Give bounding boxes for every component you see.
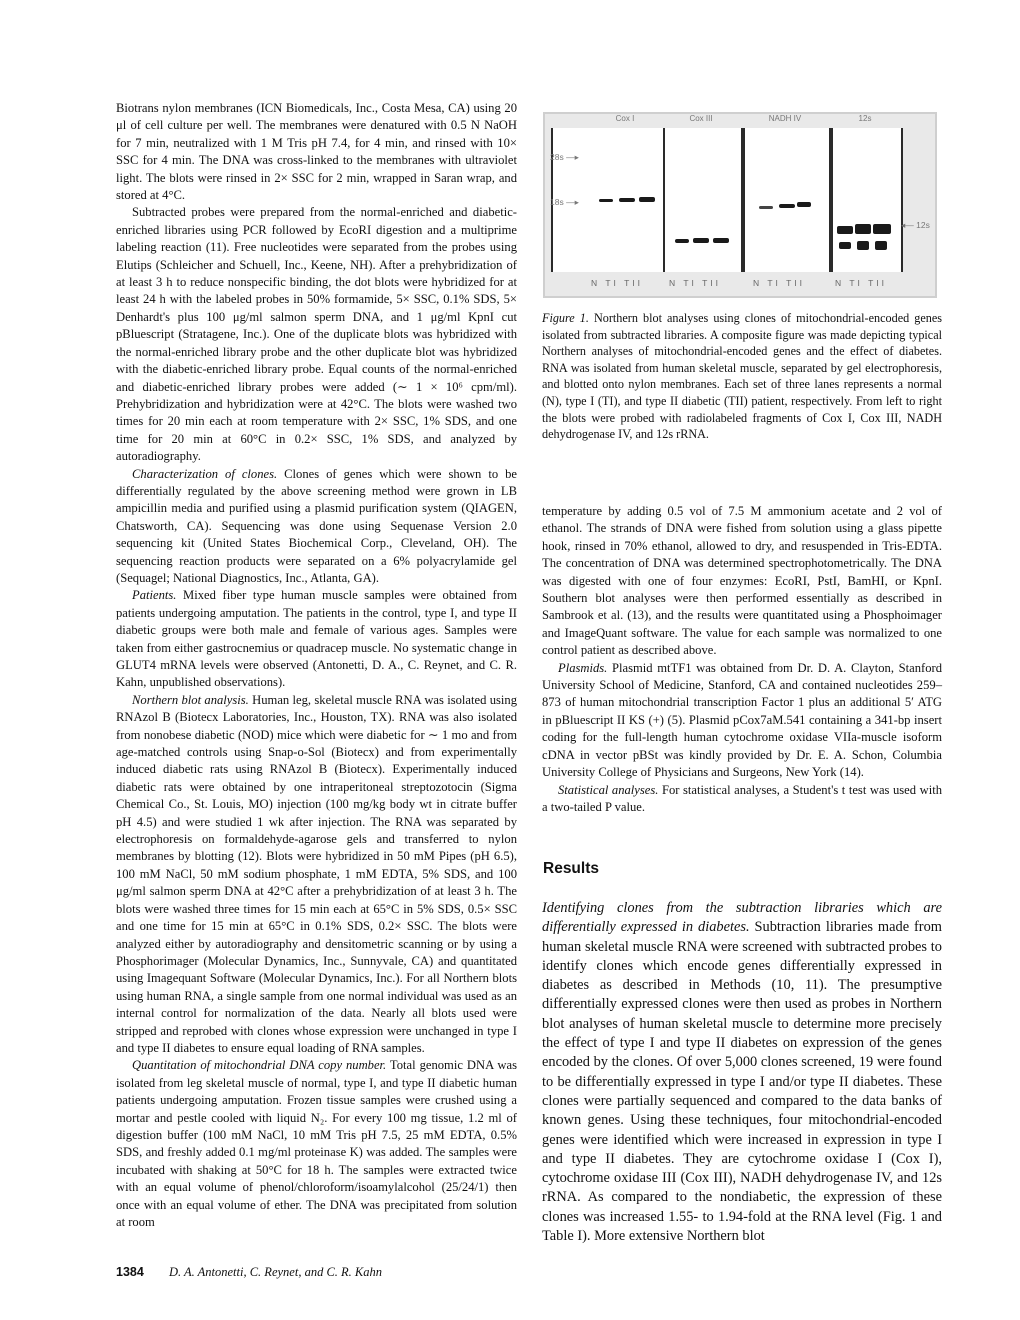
lane-labels: N TI TII — [753, 278, 806, 288]
paragraph-heading: Northern blot analysis. — [132, 692, 249, 707]
blot-band — [693, 238, 709, 243]
blot-band — [839, 242, 851, 249]
blot-band — [639, 197, 655, 202]
blot-band — [713, 238, 729, 243]
blot-band — [599, 199, 613, 202]
blot-band — [875, 241, 887, 250]
results-paragraph — [542, 899, 942, 1246]
blot-band — [855, 224, 871, 234]
paragraph — [542, 782, 942, 817]
marker-18s: 18s —▸ — [550, 197, 579, 207]
panel-title: Cox I — [615, 114, 635, 123]
panel-title: 12s — [858, 114, 872, 123]
blot-band — [857, 241, 869, 250]
paragraph-text: Clones of genes which were shown to be differentially regulated by the above screening method were grown in LB ampicillin media and purified using a plasmid purification system (QIAGEN, Chatsworth, CA). Sequencing was done using Sequenase Version 2.0 sequencing kit (United States Biochemical Corp., Cleveland, OH). The sequencing reaction products were separated on a 6% polyacrylamide gel (Sequagel; National Diagnostics, Inc., Atlanta, GA). — [116, 466, 517, 585]
paragraph — [116, 692, 517, 1058]
paragraph-heading: Quantitation of mitochondrial DNA copy number. — [132, 1058, 387, 1073]
paragraph-heading: Statistical analyses. — [558, 782, 659, 797]
paragraph: temperature by adding 0.5 vol of 7.5 M ammonium acetate and 2 vol of ethanol. The strands of DNA were fished from solution using a glass pipette hook, rinsed in 70% ethanol, allowed to dry, and resuspended in Tris-EDTA. The concentration of DNA was determined spectrophotometrically. The DNA was digested with one of four enzymes: EcoRI, PstI, BamHI, or KpnI. Southern blot analyses were then performed essentially as described in Sambrook et al. (13), and the results were quantitated using a Phosphoimager and ImageQuant software. The value for each sample was normalized to one control patient as described above. — [542, 504, 942, 658]
panel-title: NADH IV — [768, 114, 802, 123]
paragraph — [116, 587, 517, 691]
lane-labels: N TI TII — [669, 278, 722, 288]
page-footer — [116, 1265, 382, 1280]
caption-text: Northern blot analyses using clones of mitochondrial-encoded genes isolated from subtracted libraries. A composite figure was made depicting typical Northern analyses of mitochondrial-encoded genes and the effect of diabetes. RNA was isolated from human skeletal muscle, separated by gel electrophoresis, and blotted onto nylon membranes. Each set of three lanes represents a normal (N), type I (TI), and type II diabetic (TII) patient, respectively. From left to right the blots were probed with radiolabeled fragments of Cox I, Cox III, NADH dehydrogenase IV, and 12s rRNA. — [542, 311, 942, 442]
blot-band — [873, 224, 891, 234]
section-heading-results: Results — [543, 860, 599, 877]
results-subheading: Identifying clones from the subtraction libraries which are differentially expressed in diabetes. — [542, 900, 942, 936]
results-text: Subtraction libraries made from human skeletal muscle RNA were screened with subtracted probes to identify clones which encode genes differentially expressed in diabetes as described in Methods (10, 11). The presumptive differentially expressed clones were then used as probes in Northern blot analyses of human skeletal muscle to determine more precisely the effect of type I and type II diabetes on expression of the genes encoded by the clones. Of over 5,000 clones screened, 19 were found to be differentially expressed in type I and/or type II diabetes. These clones were partially sequenced and compared to the data banks of known genes. Using these techniques, four mitochondrial-encoded genes were identified which were increased in expression in type I and type II diabetes. They are cytochrome oxidase I (Cox I), cytochrome oxidase III (Cox III), NADH dehydrogenase IV, and 12s rRNA. As compared to the nondiabetic, the expression of these clones was increased 1.55- to 1.94-fold at the RNA level (Fig. 1 and Table I). More extensive Northern blot — [542, 919, 942, 1245]
lane-labels: N TI TII — [835, 278, 888, 288]
blot-panel-nadh4 — [743, 128, 831, 272]
marker-label: 18s — [550, 197, 564, 207]
paragraph: Subtracted probes were prepared from the normal-enriched and diabetic-enriched libraries using PCR followed by EcoRI digestion and a multiprime labeling reaction (11). Free nucleotides were separated from the probes using Elutips (Schleicher and Schuell, Inc., Keene, NH). After a prehybridization of at least 3 h to reduce nonspecific binding, the dot blots were hybridized for at least 24 h with the labeled probes in 50% formamide, 5× SSC, 0.1% SDS, 5× Denhardt's plus 100 μg/ml salmon sperm DNA, and 1 μg/ml KpnI cut pBluescript (Stratagene, Inc.). One of the duplicate blots was hybridized with the normal-enriched library probe and the other duplicate blot was hybridized with the diabetic-enriched library probe. Equal counts of the normal-enriched and diabetic-enriched library probes were added (∼ 1 × 10⁶ cpm/ml). Prehybridization and hybridization were at 42°C. The blots were washed two times for 20 min each at room temperature with 2× SSC, 1% SDS, and one time for 20 min at 60°C in 0.2× SSC, 1% SDS, and analyzed by autoradiography. — [116, 205, 517, 464]
paragraph — [116, 1057, 517, 1231]
paragraph — [542, 660, 942, 782]
paragraph-heading: Patients. — [132, 588, 177, 603]
lane-labels: N TI TII — [591, 278, 644, 288]
blot-band — [837, 226, 853, 234]
blot-band — [779, 204, 795, 208]
blot-band — [619, 198, 635, 202]
paragraph-heading: Plasmids. — [558, 660, 608, 675]
marker-12s: ◂— 12s — [901, 220, 930, 230]
paragraph-text: For statistical analyses, a Student's t test was used with a two-tailed P value. — [542, 782, 942, 814]
right-column — [542, 503, 942, 816]
running-authors: D. A. Antonetti, C. Reynet, and C. R. Kahn — [168, 1265, 382, 1279]
marker-28s: 28s —▸ — [550, 152, 579, 162]
blot-panel-12s — [831, 128, 903, 272]
paragraph-text: Mixed fiber type human muscle samples were obtained from patients undergoing amputation. The patients in the control, type I, and type II diabetic groups were both male and female of various ages. Samples were taken from either gastrocnemius or quadracep muscle. No systematic change in GLUT4 mRNA levels were observed (Antonetti, D. A., C. Reynet, and C. R. Kahn, unpublished observations). — [116, 588, 517, 690]
blot-band — [675, 239, 689, 243]
blot-band — [797, 202, 811, 207]
figure-caption-block — [542, 310, 942, 443]
page-number: 1384 — [116, 1265, 144, 1279]
paragraph: Biotrans nylon membranes (ICN Biomedicals, Inc., Costa Mesa, CA) using 20 μl of cell culture per well. The membranes were denatured with 0.5 N NaOH for 7 min, neutralized with 1 M Tris pH 7.4, for 4 min, and rinsed with 10× SSC for 4 min. The DNA was cross-linked to the membranes with ultraviolet light. The blots were rinsed in 2× SSC for 2 min, wrapped in Saran wrap, and stored at 4°C. — [116, 101, 517, 203]
figure-caption — [542, 310, 942, 443]
blot-panel-cox3 — [663, 128, 743, 272]
marker-label: 28s — [550, 152, 564, 162]
paragraph-heading: Characterization of clones. — [132, 466, 278, 481]
northern-blot-figure — [543, 112, 937, 298]
paragraph-text: Plasmid mtTF1 was obtained from Dr. D. A. Clayton, Stanford University School of Medicine, Stanford, CA and contained nucleotides 259–873 of human mitochondrial transcription Factor 1 plus an additional 5′ ATG in pBluescript II KS (+) (5). Plasmid pCox7aM.541 containing a 341-bp insert coding for the full-length human cytochrome oxidase VIIa-muscle isoform cDNA in vector pBSt was kindly provided by Dr. E. A. Schon, Columbia University College of Physicians and Surgeons, New York (14). — [542, 660, 942, 780]
figure-label: Figure 1. — [542, 311, 589, 325]
blot-band — [759, 206, 773, 209]
paragraph-text: Human leg, skeletal muscle RNA was isolated using RNAzol B (Biotecx Laboratories, Inc., Houston, TX). RNA was also isolated from nonobese diabetic (NOD) mice which were diabetic for ∼ 1 mo and from age-matched controls using Snap-o-Sol (Biotecx) and from experimentally induced diabetic rats using RNAzol B (Biotecx). Experimentally induced diabetic rats were obtained by one intraperitoneal streptozotocin (Sigma Chemical Co., St. Louis, MO) injection (100 mg/kg body wt in citrate buffer pH 4.5) and were studied 1 wk after injection. The RNA was separated by electrophoresis on formaldehyde-agarose gels and transferred to nylon membranes by blotting (12). Blots were hybridized in 50 mM Pipes (pH 6.5), 100 mM NaCl, 50 mM sodium phosphate, 1 mM EDTA, 5% SDS, and 100 μg/ml salmon sperm DNA at 42°C after a prehybridization of at least 3 h. The blots were washed three times for 15 min each at 65°C in 5% SDS, 0.5× SSC and one time for 15 min at 65°C in 0.1% SDS, 0.2× SSC. The blots were analyzed either by autoradiography and densitometric scanning or by using a Phosphorimager (Molecular Dynamics, Inc., Sunnyvale, CA) and quantitated using Imagequant Software (Molecular Dynamics, Inc.). For all Northern blots using human RNA, a single sample from one normal individual was used as an internal control for normalization of the data. Nearly all blots used were stripped and reprobed with clones whose expression were unchanged in type I and type II diabetes to ensure equal loading of RNA samples. — [116, 692, 518, 1055]
paragraph — [116, 466, 517, 588]
panel-title: Cox III — [689, 114, 713, 123]
marker-label: 12s — [916, 220, 930, 230]
paragraph-text: Total genomic DNA was isolated from leg skeletal muscle of normal, type I, and type II diabetic human patients undergoing amputation. Frozen tissue samples were crushed using a mortar and pestle cooled with liquid N₂. For every 100 mg tissue, 1.2 ml of digestion buffer (100 mM NaCl, 10 mM Tris pH 7.5, 25 mM EDTA, 0.5% SDS, and freshly added 0.1 mg/ml proteinase K) was added. The samples were incubated with shaking at 50°C for 18 h. The samples were extracted twice with an equal volume of phenol/chloroform/isoamylalcohol (25/24/1) then once with an equal volume of ether. The DNA was precipitated from solution at room — [116, 1058, 518, 1229]
left-column — [116, 100, 517, 1231]
